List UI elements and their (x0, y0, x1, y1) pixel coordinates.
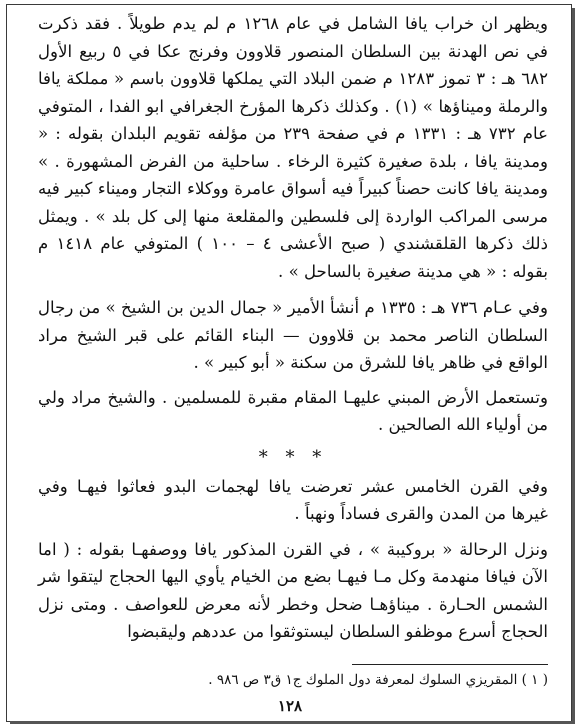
paragraph-1: ويظهر ان خراب يافا الشامل في عام ١٢٦٨ م لم يدم طويلاً . فقد ذكرت في نص الهدنة بين السلطان المنصور قلاوون وفرنج عكا في ٥ ربيع الأول ٦٨٢ هـ : ٣ تموز ١٢٨٣ م ضمن البلاد التي يملكها قلاوون باسم « مملكة يافا والرملة وميناؤها » (١) . وكذلك ذكرها المؤرخ الجغرافي ابو الفدا ، المتوفي عام ٧٣٢ هـ : ١٣٣١ م في صفحة ٢٣٩ من مؤلفه تقويم البلدان بقوله : « ومدينة يافا ، بلدة صغيرة كثيرة الرخاء . ساحلية من الفرض المشهورة . » ومدينة يافا كانت حصناً كبيراً فيه أسواق عامرة ووكلاء التجار وميناء كبير فيه مرسى المراكب الواردة إلى فلسطين والمقلعة منها إلى كل بلد » . ويمثل ذلك ذكرها القلقشندي ( صبح الأعشى ٤ – ١٠٠ ) المتوفي عام ١٤١٨ م بقوله : « هي مدينة صغيرة بالساحل » . (38, 14, 549, 281)
footnote-rule (352, 664, 548, 665)
frame-shadow-bottom (10, 721, 575, 724)
paragraph-2: وفي عـام ٧٣٦ هـ : ١٣٣٥ م أنشأ الأمير « جمال الدين بن الشيخ » من رجال السلطان الناصر محمد بن قلاوون — البناء القائم على قبر الشيخ مراد الواقع في ظاهر يافا للشرق من سكنة « أبو كبير » . (38, 298, 548, 372)
section-separator: * * * (258, 446, 328, 468)
paragraph-5: ونزل الرحالة « بروكيبة » ، في القرن المذكور يافا ووصفهـا بقوله : ( اما الآن فيافا منهدمة وكل مـا فيهـا بضع من الخيام يأوي اليها الحجاج ليتقوا شر الشمس الحـارة . ميناؤهـا ضحل وخطر لأنه معرض للعواصف . ومتى نزل الحجاج أسرع موظفو السلطان ليستوثقوا من عددهم وليقبضوا (38, 539, 548, 641)
page-number: ١٢٨ (277, 697, 303, 715)
paragraph-3: وتستعمل الأرض المبني عليهـا المقام مقبرة للمسلمين . والشيخ مراد ولي من أولياء الله الصالحين . (38, 387, 548, 434)
paragraph-4: وفي القرن الخامس عشر تعرضت يافا لهجمات البدو فعاثوا فيهـا وفي غيرها من المدن والقرى فساداً ونهباً . (38, 476, 548, 523)
frame-shadow-right (572, 8, 575, 724)
page-body (38, 10, 548, 646)
footnote: ( ١ ) المقريزي السلوك لمعرفة دول الملوك ج١ ق٣ ص ٩٨٦ . (208, 672, 548, 688)
